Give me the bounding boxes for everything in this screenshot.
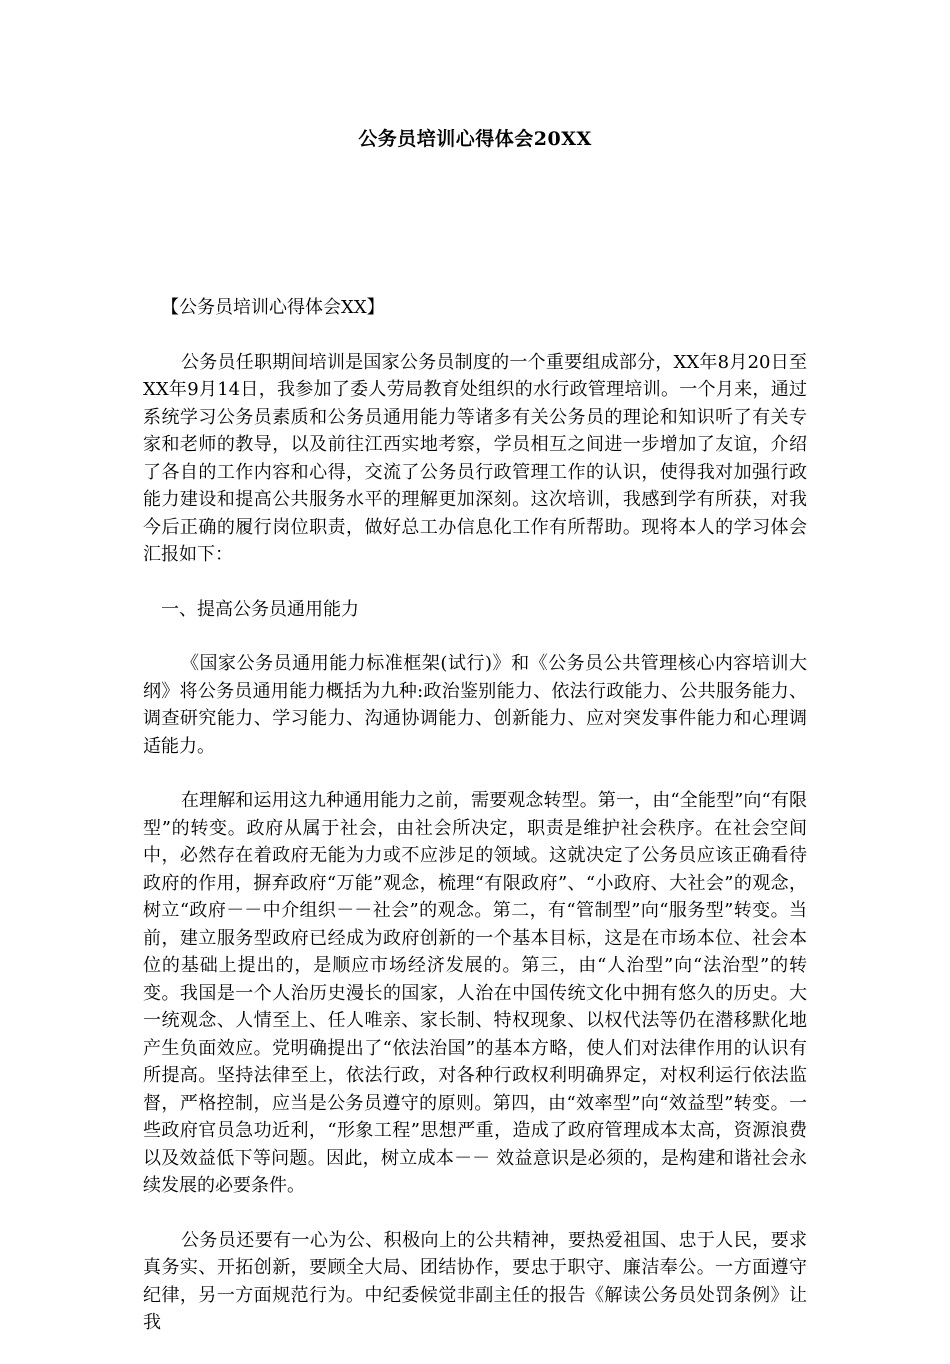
- paragraph-intro: 公务员任职期间培训是国家公务员制度的一个重要组成部分，XX年8月20日至XX年9月14日，我参加了委人劳局教育处组织的水行政管理培训。一个月来，通过系统学习公务员素质和公务员通用能力等诸多有关公务员的理论和知识听了有关专家和老师的教导，以及前往江西实地考察，学员相互之间进一步增加了友谊，介绍了各自的工作内容和心得，交流了公务员行政管理工作的认识，使得我对加强行政能力建设和提高公共服务水平的理解更加深刻。这次培训，我感到学有所获，对我今后正确的履行岗位职责，做好总工办信息化工作有所帮助。现将本人的学习体会汇报如下：: [143, 351, 807, 565]
- document-subtitle: 【公务员培训心得体会XX】: [161, 297, 385, 318]
- paragraph-concept-shift: 在理解和运用这九种通用能力之前，需要观念转型。第一，由“全能型”向“有限型”的转变。政府从属于社会，由社会所决定，职责是维护社会秩序。在社会空间中，必然存在着政府无能为力或不应涉足的领域。这就决定了公务员应该正确看待政府的作用，摒弃政府“万能”观念，梳理“有限政府”、“小政府、大社会”的观念，树立“政府－－中介组织－－社会”的观念。第二，有“管制型”向“服务型”转变。当前，建立服务型政府已经成为政府创新的一个基本目标，这是在市场本位、社会本位的基础上提出的，是顺应市场经济发展的。第三，由“人治型”向“法治型”的转变。我国是一个人治历史漫长的国家，人治在中国传统文化中拥有悠久的历史。大一统观念、人情至上、任人唯亲、家长制、特权现象、以权代法等仍在潜移默化地产生负面效应。党明确提出了“依法治国”的基本方略，使人们对法律作用的认识有所提高。坚持法律至上，依法行政，对各种行政权利明确界定，对权利运行依法监督，严格控制，应当是公务员遵守的原则。第四，由“效率型”向“效益型”转变。一些政府官员急功近利，“形象工程”思想严重，造成了政府管理成本太高，资源浪费以及效益低下等问题。因此，树立成本－－ 效益意识是必须的，是构建和谐社会永续发展的必要条件。: [143, 790, 807, 1196]
- paragraph-abilities: 《国家公务员通用能力标准框架(试行)》和《公务员公共管理核心内容培训大纲》将公务员通用能力概括为九种:政治鉴别能力、依法行政能力、公共服务能力、调查研究能力、学习能力、沟通协调能力、创新能力、应对突发事件能力和心理调适能力。: [143, 653, 807, 757]
- section-heading-1: 一、提高公务员通用能力: [161, 598, 359, 620]
- document-title: 公务员培训心得体会20XX: [358, 128, 592, 150]
- document-body: [143, 294, 807, 1364]
- paragraph-public-spirit: 公务员还要有一心为公、积极向上的公共精神，要热爱祖国、忠于人民，要求真务实、开拓创新，要顾全大局、团结协作，要忠于职守、廉洁奉公。一方面遵守纪律，另一方面规范行为。中纪委候觉非副主任的报告《解读公务员处罚条例》让我: [143, 1229, 807, 1333]
